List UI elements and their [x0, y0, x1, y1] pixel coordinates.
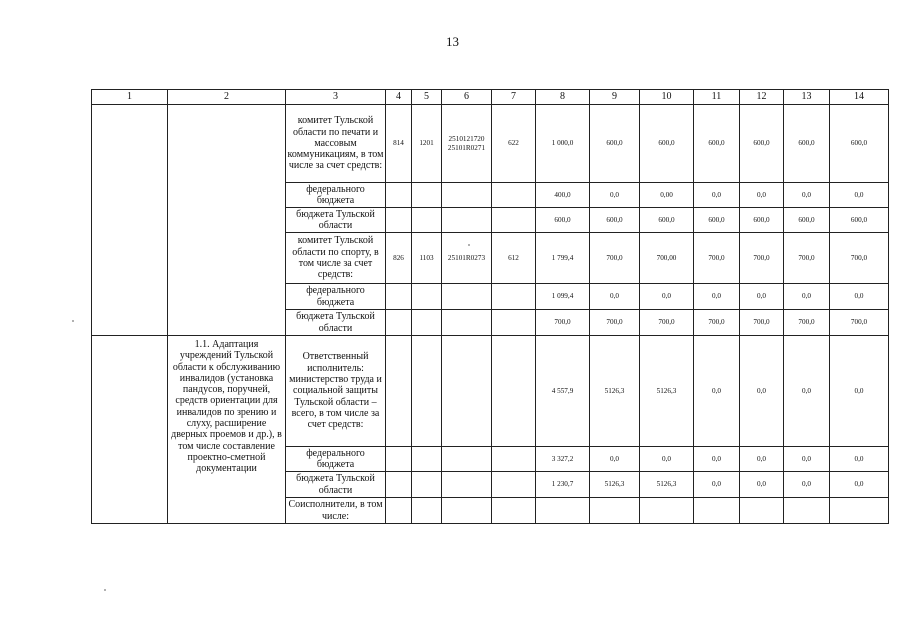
- table-cell: 5126,3: [640, 336, 694, 447]
- header-row: [92, 90, 889, 105]
- table-cell: федерального бюджета: [286, 284, 386, 310]
- table-cell-empty: [412, 310, 442, 336]
- table-cell: 600,0: [590, 208, 640, 233]
- table-cell: 0,0: [640, 447, 694, 472]
- table-cell-empty: [442, 336, 492, 447]
- table-cell: федерального бюджета: [286, 183, 386, 208]
- table-row: [92, 105, 889, 183]
- measure-description: 1.1. Адаптация учреждений Тульской области к обслуживанию инвалидов (установка пандусов, поручней, средств ориентации для инвалидов по зрению и слуху, расширение дверных проемов и др.), в том числе составление проектно-сметной документации: [168, 336, 286, 524]
- table-cell: 0,0: [740, 284, 784, 310]
- table-cell-empty: [442, 208, 492, 233]
- table-cell: 1103: [412, 233, 442, 284]
- table-cell: 0,0: [694, 447, 740, 472]
- table-cell: 600,0: [640, 105, 694, 183]
- scan-speck: [104, 589, 106, 591]
- table-cell-empty: [92, 105, 168, 336]
- table-cell: 0,0: [640, 284, 694, 310]
- table-cell-empty: [492, 310, 536, 336]
- table-cell: 600,0: [640, 208, 694, 233]
- table-cell: федерального бюджета: [286, 447, 386, 472]
- table-cell: 600,0: [784, 105, 830, 183]
- table-cell-empty: [784, 498, 830, 524]
- table-cell: 400,0: [536, 183, 590, 208]
- code-line: 25101R0271: [447, 143, 486, 152]
- table-cell: 600,0: [784, 208, 830, 233]
- table-cell-empty: [386, 447, 412, 472]
- table-cell: Ответственный исполнитель: министерство труда и социальной защиты Тульской области – всего, в том числе за счет средств:: [286, 336, 386, 447]
- table-cell-empty: [386, 208, 412, 233]
- table-cell-empty: [386, 183, 412, 208]
- table-cell-empty: [386, 284, 412, 310]
- table-cell: 700,0: [590, 310, 640, 336]
- table-cell: 600,0: [694, 105, 740, 183]
- table-cell-empty: [492, 472, 536, 498]
- table-cell: 1201: [412, 105, 442, 183]
- header-cell: 3: [286, 90, 386, 105]
- code-line: 2510121720: [448, 134, 485, 143]
- table-cell: 5126,3: [640, 472, 694, 498]
- header-cell: 11: [694, 90, 740, 105]
- table-cell: 0,00: [640, 183, 694, 208]
- table-cell: 600,0: [740, 208, 784, 233]
- table-cell: 826: [386, 233, 412, 284]
- table-cell: 700,0: [740, 310, 784, 336]
- table-cell: 5126,3: [590, 472, 640, 498]
- table-cell-empty: [590, 498, 640, 524]
- table-cell: 0,0: [694, 472, 740, 498]
- table-cell: 0,0: [830, 472, 889, 498]
- header-cell: 6: [442, 90, 492, 105]
- table-cell-empty: [830, 498, 889, 524]
- table-cell-empty: [412, 447, 442, 472]
- table-cell: 0,0: [694, 183, 740, 208]
- page-number: 13: [446, 34, 459, 49]
- table-cell-empty: [442, 183, 492, 208]
- table-cell-empty: [412, 472, 442, 498]
- table-cell-empty: [412, 183, 442, 208]
- table-cell: 0,0: [784, 336, 830, 447]
- table-cell-empty: [168, 105, 286, 336]
- table-cell-empty: [386, 310, 412, 336]
- header-cell: 12: [740, 90, 784, 105]
- table-cell: комитет Тульской области по спорту, в том числе за счет средств:: [286, 233, 386, 284]
- table-cell: комитет Тульской области по печати и массовым коммуникациям, в том числе за счет средств:: [286, 105, 386, 183]
- table-cell: 700,0: [536, 310, 590, 336]
- header-cell: 1: [92, 90, 168, 105]
- table-cell-empty: [492, 498, 536, 524]
- table-cell-empty: [640, 498, 694, 524]
- table-cell-empty: [492, 208, 536, 233]
- table-cell: 700,0: [590, 233, 640, 284]
- table-cell-empty: [412, 336, 442, 447]
- table-cell: 0,0: [830, 183, 889, 208]
- table-cell: 622: [492, 105, 536, 183]
- table-cell: 0,0: [830, 336, 889, 447]
- table-cell: 600,0: [830, 208, 889, 233]
- table-cell: 0,0: [784, 472, 830, 498]
- table-cell: 0,0: [694, 336, 740, 447]
- table-row: [92, 336, 889, 447]
- table-cell: 0,0: [590, 183, 640, 208]
- table-cell: 0,0: [694, 284, 740, 310]
- table-cell-empty: [386, 336, 412, 447]
- table-cell: 0,0: [590, 284, 640, 310]
- table-cell-empty: [442, 310, 492, 336]
- table-cell: 814: [386, 105, 412, 183]
- table-cell: 700,0: [694, 233, 740, 284]
- table-cell: 0,0: [784, 447, 830, 472]
- header-cell: 4: [386, 90, 412, 105]
- table-cell: 700,0: [784, 310, 830, 336]
- table-cell-empty: [92, 336, 168, 524]
- table-cell-empty: [412, 284, 442, 310]
- header-cell: 10: [640, 90, 694, 105]
- table-cell: 0,0: [830, 284, 889, 310]
- table-cell-empty: [492, 336, 536, 447]
- table-cell: 0,0: [590, 447, 640, 472]
- table-cell: 612: [492, 233, 536, 284]
- table-cell: 1 000,0: [536, 105, 590, 183]
- table-cell-empty: [412, 208, 442, 233]
- table-cell-empty: [442, 498, 492, 524]
- table-cell: [442, 105, 492, 183]
- table-cell-empty: [442, 284, 492, 310]
- table-cell: 0,0: [784, 284, 830, 310]
- table-cell: 600,0: [590, 105, 640, 183]
- table-cell: 700,0: [830, 310, 889, 336]
- table-cell-empty: [412, 498, 442, 524]
- table-cell-empty: [386, 472, 412, 498]
- table-cell: 0,0: [740, 183, 784, 208]
- table-cell: 700,0: [640, 310, 694, 336]
- table-cell: 1 099,4: [536, 284, 590, 310]
- table-cell-empty: [740, 498, 784, 524]
- table-cell-empty: [694, 498, 740, 524]
- scan-speck: [468, 244, 470, 246]
- table-cell: 0,0: [740, 447, 784, 472]
- table-cell: бюджета Тульской области: [286, 472, 386, 498]
- header-cell: 14: [830, 90, 889, 105]
- table-cell: 700,0: [784, 233, 830, 284]
- table-cell: 3 327,2: [536, 447, 590, 472]
- header-cell: 9: [590, 90, 640, 105]
- table-cell: 4 557,9: [536, 336, 590, 447]
- table-cell: 600,0: [536, 208, 590, 233]
- header-cell: 5: [412, 90, 442, 105]
- table-cell-empty: [492, 284, 536, 310]
- header-cell: 2: [168, 90, 286, 105]
- table-cell: 600,0: [694, 208, 740, 233]
- header-cell: 13: [784, 90, 830, 105]
- table-cell: 0,0: [784, 183, 830, 208]
- table-cell: бюджета Тульской области: [286, 208, 386, 233]
- table-cell-empty: [492, 183, 536, 208]
- table-cell-empty: [442, 447, 492, 472]
- table-cell-empty: [442, 472, 492, 498]
- table-cell: 1 230,7: [536, 472, 590, 498]
- table-cell: 700,0: [830, 233, 889, 284]
- table-cell: 600,0: [830, 105, 889, 183]
- scan-speck: [72, 320, 74, 322]
- table-cell: 25101R0273: [442, 233, 492, 284]
- table-cell: 600,0: [740, 105, 784, 183]
- header-cell: 8: [536, 90, 590, 105]
- table-cell: 0,0: [830, 447, 889, 472]
- table-cell: бюджета Тульской области: [286, 310, 386, 336]
- table-cell-empty: [536, 498, 590, 524]
- table-cell-empty: [386, 498, 412, 524]
- table-cell: Соисполнители, в том числе:: [286, 498, 386, 524]
- table-cell: 0,0: [740, 336, 784, 447]
- table-cell-empty: [492, 447, 536, 472]
- table-cell: 5126,3: [590, 336, 640, 447]
- table-cell: 0,0: [740, 472, 784, 498]
- budget-table: [91, 89, 889, 524]
- table-cell: 1 799,4: [536, 233, 590, 284]
- table-cell: 700,00: [640, 233, 694, 284]
- header-cell: 7: [492, 90, 536, 105]
- table-cell: 700,0: [694, 310, 740, 336]
- table-cell: 700,0: [740, 233, 784, 284]
